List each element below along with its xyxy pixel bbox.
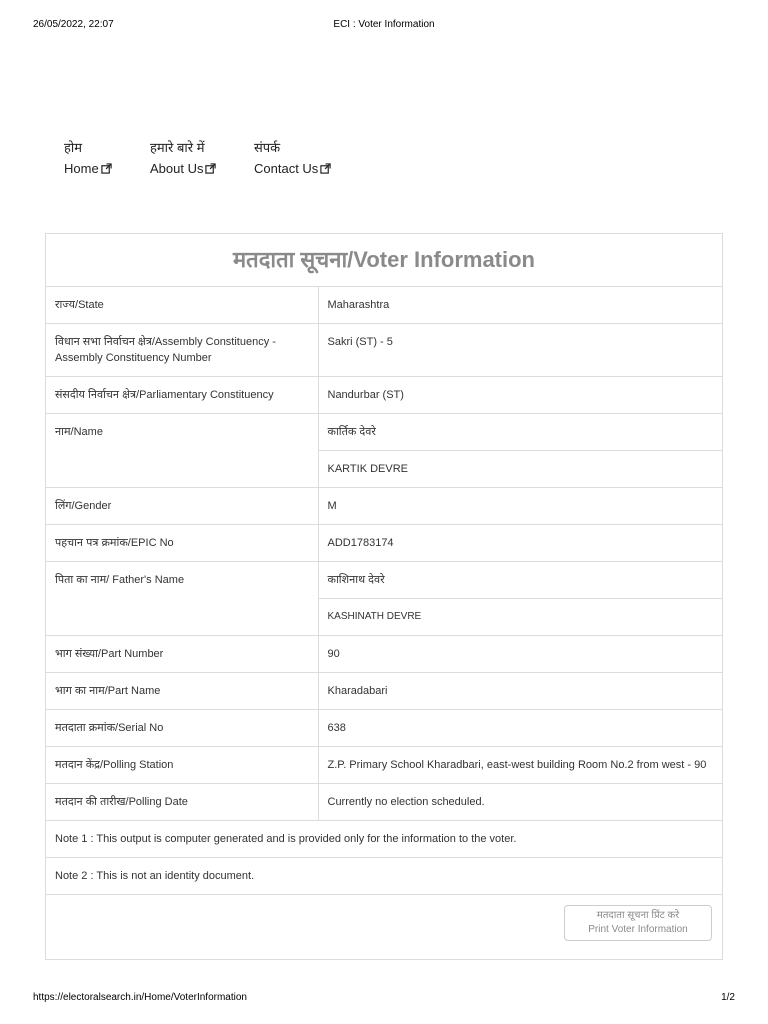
row-label: मतदान की तारीख/Polling Date bbox=[46, 784, 318, 821]
row-label: मतदाता क्रमांक/Serial No bbox=[46, 710, 318, 747]
print-row bbox=[46, 894, 722, 953]
row-value: Kharadabari bbox=[318, 673, 722, 710]
print-voter-info-button[interactable] bbox=[564, 905, 712, 941]
external-link-icon bbox=[205, 161, 216, 179]
row-label: संसदीय निर्वाचन क्षेत्र/Parliamentary Constituency bbox=[46, 377, 318, 414]
print-button-label: Print Voter Information bbox=[588, 924, 688, 935]
row-value-hindi: कार्तिक देवरे bbox=[318, 414, 722, 451]
row-value: 90 bbox=[318, 636, 722, 673]
nav-contact-link[interactable]: Contact Us bbox=[254, 160, 331, 179]
row-value: M bbox=[318, 488, 722, 525]
card-title: मतदाता सूचना/Voter Information bbox=[46, 234, 722, 287]
table-row bbox=[46, 414, 722, 451]
row-label: राज्य/State bbox=[46, 287, 318, 324]
row-label: भाग संख्या/Part Number bbox=[46, 636, 318, 673]
table-row bbox=[46, 324, 722, 377]
note-row bbox=[46, 858, 722, 895]
table-row bbox=[46, 673, 722, 710]
table-row bbox=[46, 287, 722, 324]
row-value: Currently no election scheduled. bbox=[318, 784, 722, 821]
nav-home-link[interactable]: Home bbox=[64, 160, 112, 179]
table-row bbox=[46, 377, 722, 414]
table-row bbox=[46, 562, 722, 599]
note-row bbox=[46, 821, 722, 858]
voter-info-card bbox=[45, 233, 723, 960]
row-value-hindi: काशिनाथ देवरे bbox=[318, 562, 722, 599]
row-value-english: KASHINATH DEVRE bbox=[318, 599, 722, 636]
row-value: Maharashtra bbox=[327, 299, 390, 311]
print-url: https://electoralsearch.in/Home/VoterInformation bbox=[33, 992, 247, 1003]
row-label: भाग का नाम/Part Name bbox=[46, 673, 318, 710]
print-footer bbox=[0, 992, 768, 1006]
row-label: विधान सभा निर्वाचन क्षेत्र/Assembly Constituency - Assembly Constituency Number bbox=[46, 324, 318, 377]
external-link-icon bbox=[320, 161, 331, 179]
row-value: Z.P. Primary School Kharadbari, east-west building Room No.2 from west - 90 bbox=[318, 747, 722, 784]
table-row bbox=[46, 636, 722, 673]
table-row bbox=[46, 784, 722, 821]
row-value: Sakri (ST) - 5 bbox=[318, 324, 722, 377]
nav-about-hindi: हमारे बारे में bbox=[150, 140, 205, 155]
note-1: Note 1 : This output is computer generated and is provided only for the information to the voter. bbox=[46, 821, 722, 858]
nav-item-home bbox=[64, 140, 112, 179]
print-datetime: 26/05/2022, 22:07 bbox=[33, 19, 114, 30]
row-label: पहचान पत्र क्रमांक/EPIC No bbox=[46, 525, 318, 562]
print-button-hindi: मतदाता सूचना प्रिंट करे bbox=[596, 910, 680, 921]
print-header bbox=[0, 19, 768, 33]
print-page-title: ECI : Voter Information bbox=[333, 19, 435, 30]
row-label: लिंग/Gender bbox=[46, 488, 318, 525]
nav-contact-hindi: संपर्क bbox=[254, 140, 281, 155]
voter-info-table bbox=[46, 287, 722, 894]
row-value: ADD1783174 bbox=[318, 525, 722, 562]
external-link-icon bbox=[101, 161, 112, 179]
table-row bbox=[46, 710, 722, 747]
row-value: Nandurbar (ST) bbox=[318, 377, 722, 414]
table-row bbox=[46, 488, 722, 525]
nav-about-link[interactable]: About Us bbox=[150, 160, 216, 179]
table-row bbox=[46, 747, 722, 784]
row-value: 638 bbox=[318, 710, 722, 747]
row-label: पिता का नाम/ Father's Name bbox=[46, 562, 318, 636]
row-value-english: KARTIK DEVRE bbox=[318, 451, 722, 488]
table-row bbox=[46, 525, 722, 562]
nav-item-contact bbox=[254, 140, 331, 179]
nav-item-about bbox=[150, 140, 216, 179]
nav-home-hindi: होम bbox=[64, 140, 83, 155]
row-label: मतदान केंद्र/Polling Station bbox=[46, 747, 318, 784]
note-2: Note 2 : This is not an identity document. bbox=[46, 858, 722, 895]
print-page-number: 1/2 bbox=[721, 992, 735, 1003]
row-label: नाम/Name bbox=[46, 414, 318, 488]
